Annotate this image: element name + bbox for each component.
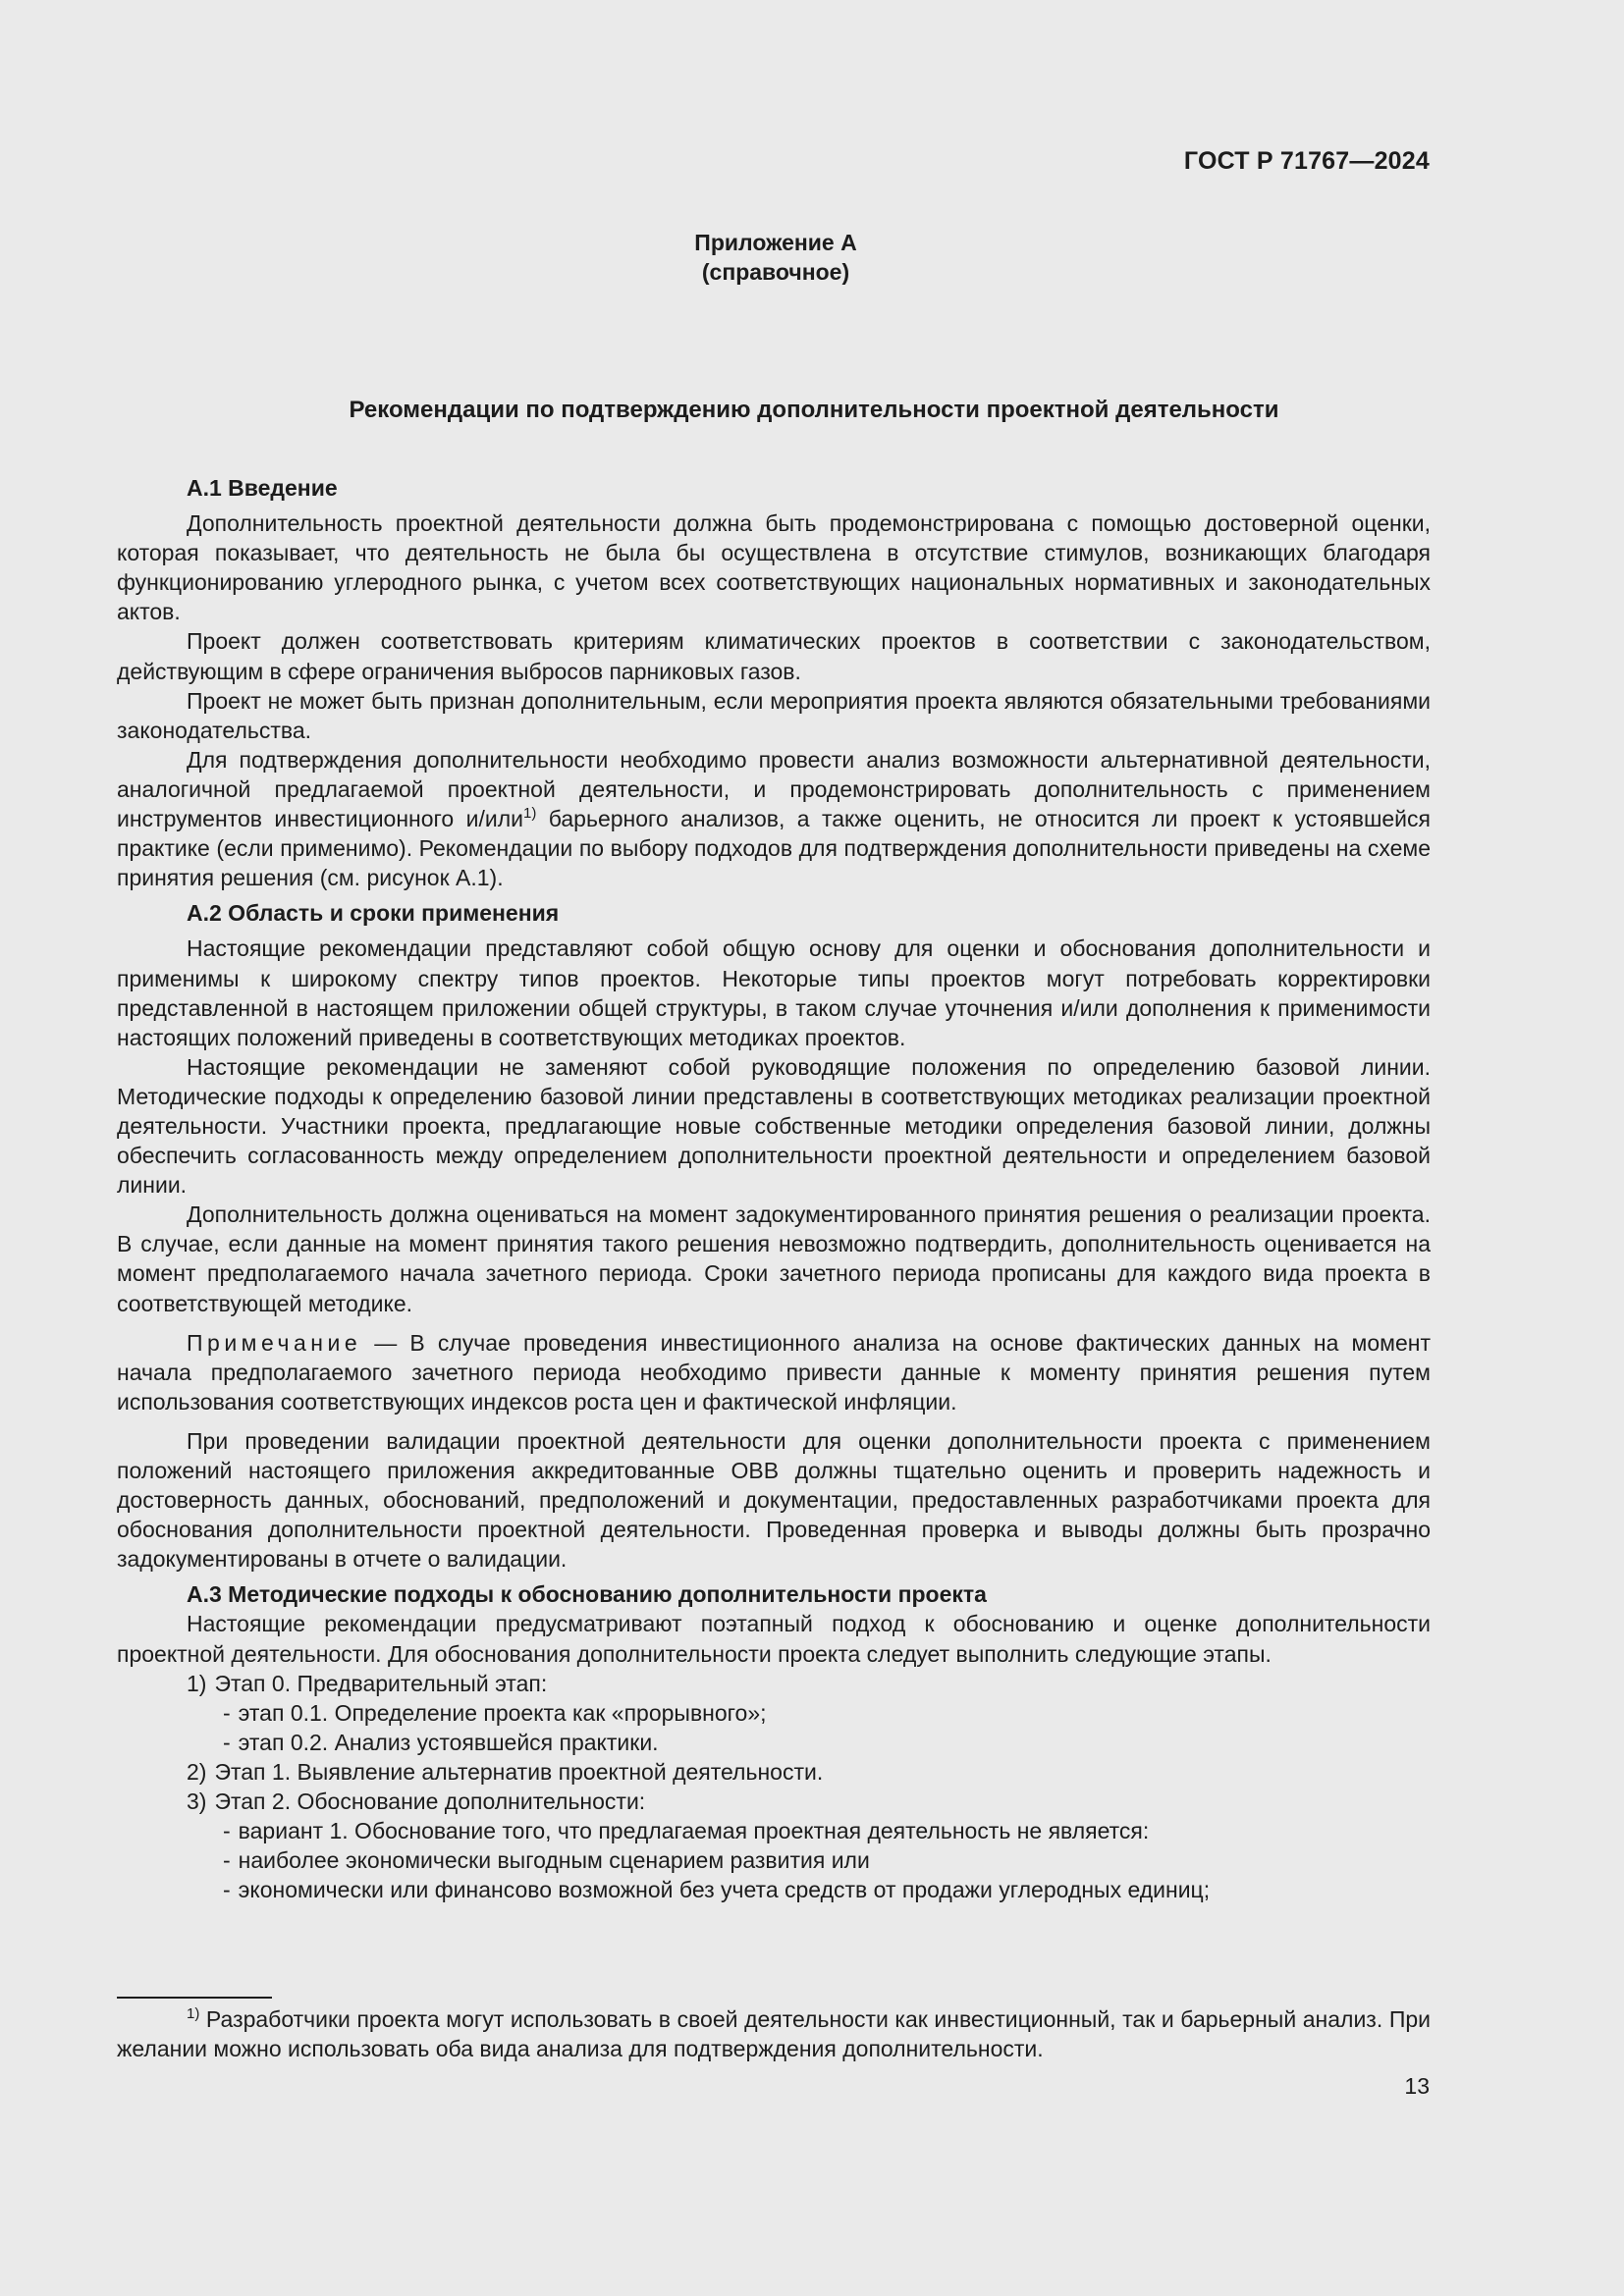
appendix-type: (справочное) — [701, 259, 850, 285]
footnote-divider — [117, 1997, 272, 1999]
list-item-text: экономически или финансово возможной без учета средств от продажи углеродных единиц; — [238, 1877, 1211, 1903]
paragraph: При проведении валидации проектной деятельности для оценки дополнительности проекта с применением положений настоящего приложения аккредитованные ОВВ должны тщательно оценить и проверить надежность и достоверность данных, обоснований, предположений и документации, предоставленных разработчиками проекта для обоснования дополнительности проектной деятельности. Проведенная проверка и выводы должны быть прозрачно задокументированы в отчете о валидации. — [117, 1427, 1431, 1573]
list-item — [117, 1728, 1431, 1757]
section-heading-a3: А.3 Методические подходы к обоснованию дополнительности проекта — [187, 1581, 987, 1608]
paragraph-text: барьерного анализов, а также оценить, не относится ли проект к устоявшейся практике (если применимо). Рекомендации по выбору подходов для подтверждения дополнительности приведены на схеме принятия решения (см. рисунок А.1). — [117, 806, 1431, 891]
footnote-reference: 1) — [522, 805, 537, 823]
paragraph-text: Для подтверждения дополнительности необходимо провести анализ возможности альтернативной деятельности, аналогичной предлагаемой проектной деятельности, и продемонстрировать дополнительность с применением инструментов инвестиционного и/или — [117, 746, 1431, 832]
paragraph: Настоящие рекомендации предусматривают поэтапный подход к обоснованию и оценке дополнительности проектной деятельности. Для обоснования дополнительности проекта следует выполнить следующие этапы. — [117, 1611, 1431, 1667]
paragraph: Настоящие рекомендации не заменяют собой руководящие положения по определению базовой линии. Методические подходы к определению базовой линии представлены в соответствующих методиках реализации проектной деятельности. Участники проекта, предлагающие новые собственные методики определения базовой линии, должны обеспечить согласованность между определением дополнительности проектной деятельности и определением базовой линии. — [117, 1053, 1431, 1199]
list-item — [117, 1698, 1431, 1728]
paragraph: Проект должен соответствовать критериям климатических проектов в соответствии с законодательством, действующим в сфере ограничения выбросов парниковых газов. — [117, 628, 1431, 684]
standard-designation: ГОСТ Р 71767—2024 — [1183, 147, 1430, 175]
paragraph — [117, 745, 1431, 892]
list-item-text: Этап 0. Предварительный этап: — [214, 1670, 548, 1696]
note-text: — В случае проведения инвестиционного анализа на основе фактических данных на момент начала предполагаемого зачетного периода необходимо привести данные к моменту принятия решения путем использования соответствующих индексов роста цен и фактической инфляции. — [117, 1329, 1431, 1415]
footnote — [117, 2004, 1431, 2063]
list-marker: - — [223, 1699, 231, 1726]
list-item — [117, 1757, 1431, 1787]
list-item-text: наиболее экономически выгодным сценарием развития или — [238, 1847, 870, 1874]
list-item-text: этап 0.1. Определение проекта как «прорывного»; — [238, 1699, 767, 1726]
list-item — [117, 1845, 1431, 1875]
paragraph: Настоящие рекомендации представляют собой общую основу для оценки и обоснования дополнительности и применимы к широкому спектру типов проектов. Некоторые типы проектов могут потребовать корректировки представленной в настоящем приложении общей структуры, в таком случае уточнения и/или дополнения к применимости настоящих положений приведены в соответствующих методиках проектов. — [117, 935, 1431, 1050]
note-label: Примечание — [187, 1329, 362, 1356]
list-item-text: этап 0.2. Анализ устоявшейся практики. — [238, 1729, 659, 1755]
appendix-title: Приложение А — [694, 230, 857, 255]
document-title: Рекомендации по подтверждению дополнительности проектной деятельности — [349, 397, 1279, 423]
list-marker: 1) — [187, 1670, 207, 1696]
list-item-text: Этап 1. Выявление альтернатив проектной деятельности. — [214, 1758, 824, 1785]
list-item — [117, 1669, 1431, 1698]
list-item — [117, 1787, 1431, 1816]
document-body — [117, 473, 1431, 1904]
paragraph: Дополнительность должна оцениваться на момент задокументированного принятия решения о реализации проекта. В случае, если данные на момент принятия такого решения невозможно подтвердить, дополнительность оценивается на момент предполагаемого начала зачетного периода. Сроки зачетного периода прописаны для каждого вида проекта в соответствующей методике. — [117, 1201, 1431, 1316]
steps-list — [117, 1669, 1431, 1905]
list-item-text: Этап 2. Обоснование дополнительности: — [214, 1789, 646, 1815]
list-marker: - — [223, 1847, 231, 1874]
list-marker: - — [223, 1877, 231, 1903]
list-item — [117, 1816, 1431, 1845]
list-marker: 2) — [187, 1758, 207, 1785]
list-marker: 3) — [187, 1789, 207, 1815]
footnote-marker: 1) — [187, 2005, 200, 2022]
list-marker: - — [223, 1818, 231, 1844]
footnote-text: Разработчики проекта могут использовать в своей деятельности как инвестиционный, так и барьерный анализ. При желании можно использовать оба вида анализа для подтверждения дополнительности. — [117, 2006, 1431, 2062]
list-item-text: вариант 1. Обоснование того, что предлагаемая проектная деятельность не является: — [238, 1818, 1150, 1844]
paragraph: Дополнительность проектной деятельности должна быть продемонстрирована с помощью достоверной оценки, которая показывает, что деятельность не была бы осуществлена в отсутствие стимулов, возникающих благодаря функционированию углеродного рынка, с учетом всех соответствующих национальных нормативных и законодательных актов. — [117, 510, 1431, 625]
note — [117, 1328, 1431, 1416]
appendix-heading — [0, 228, 1551, 287]
paragraph: Проект не может быть признан дополнительным, если мероприятия проекта являются обязательными требованиями законодательства. — [117, 687, 1431, 743]
section-heading-a2: А.2 Область и сроки применения — [187, 900, 560, 927]
section-heading-a1: А.1 Введение — [187, 475, 338, 501]
list-item — [117, 1875, 1431, 1904]
list-marker: - — [223, 1729, 231, 1755]
page-number: 13 — [1404, 2073, 1430, 2099]
